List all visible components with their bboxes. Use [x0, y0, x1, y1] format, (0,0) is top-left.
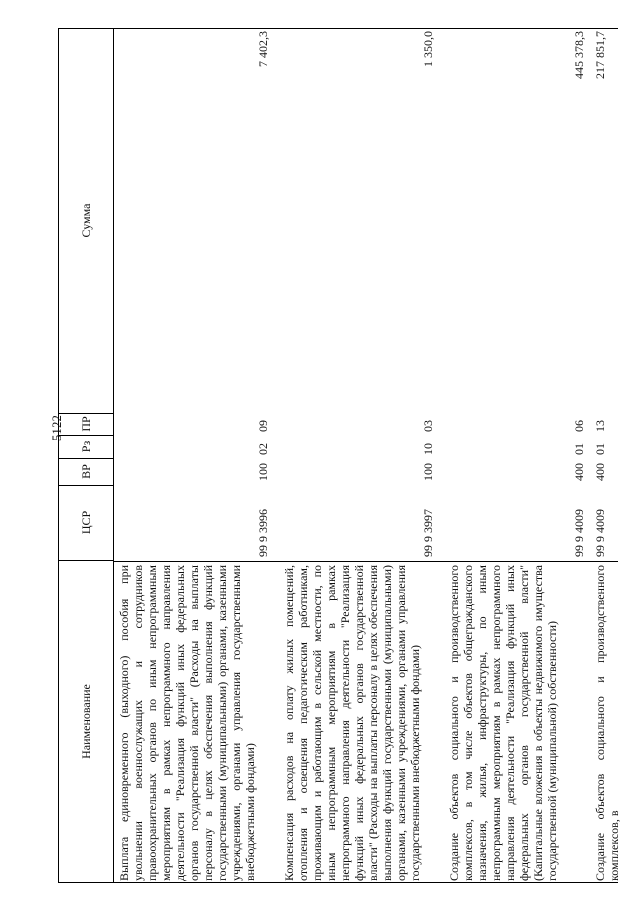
row-rz: 01	[593, 443, 607, 455]
header-rz: Рз	[59, 435, 113, 459]
row-csr: 99 9 3996	[256, 509, 270, 557]
row-sum: 1 350,0	[421, 31, 435, 67]
header-sum: Сумма	[59, 28, 113, 414]
row-name: Компенсация расходов на оплату жилых помещений, отопления и освещения педагогическим работникам, проживающим и работающим в сельской местности, по иным непрограммным мероприятиям в рамках непрограммного направления деятельности "Реализация функций иных федеральных органов государственной власти" (Расходы на выплаты персоналу в целях обеспечения выполнения функций государственными (муниципальными) органами, казенными учреждениями, органами управления государственными внебюджетными фондами)	[282, 565, 422, 881]
row-rz: 10	[421, 443, 435, 455]
row-pr: 09	[256, 420, 270, 432]
row-sum: 7 402,3	[256, 31, 270, 67]
table-left-border	[114, 882, 618, 883]
row-pr: 06	[572, 420, 586, 432]
table-header	[58, 28, 114, 883]
row-name: Создание объектов социального и производственного комплексов, в	[593, 565, 621, 881]
row-name: Выплата единовременного (выходного) пособия при увольнении военнослужащих и сотрудников правоохранительных органов по иным непрограммным мероприятиям в рамках непрограммного направления деятельности "Реализация функций иных федеральных органов государственной власти" (Расходы на выплаты персоналу в целях обеспечения выполнения функций государственными (муниципальными) органами, казенными учреждениями, органами управления государственными внебюджетными фондами)	[117, 565, 257, 881]
row-csr: 99 9 3997	[421, 509, 435, 557]
header-pr: ПР	[59, 413, 113, 436]
row-csr: 99 9 4009	[593, 509, 607, 557]
header-csr: ЦСР	[59, 485, 113, 561]
row-sum: 445 378,3	[572, 31, 586, 79]
page-number: 5122	[50, 414, 64, 441]
row-rz: 02	[256, 443, 270, 455]
budget-table	[58, 28, 621, 883]
row-vr: 400	[572, 463, 586, 481]
row-vr: 100	[256, 463, 270, 481]
row-sum: 217 851,7	[593, 31, 607, 79]
row-vr: 400	[593, 463, 607, 481]
name-column-divider	[114, 561, 618, 562]
row-vr: 100	[421, 463, 435, 481]
row-name: Создание объектов социального и производственного комплексов, в том числе объектов общегражданского назначения, жилья, инфраструктуры, по иным непрограммным мероприятиям в рамках непрограммного направления деятельности "Реализация функций иных федеральных органов государственной власти" (Капитальные вложения в объекты недвижимого имущества государственной (муниципальной) собственности)	[447, 565, 559, 881]
row-csr: 99 9 4009	[572, 509, 586, 557]
row-rz: 01	[572, 443, 586, 455]
header-name: Наименование	[79, 684, 93, 759]
header-vr: ВР	[59, 458, 113, 486]
row-pr: 03	[421, 420, 435, 432]
table-right-border	[114, 28, 618, 29]
row-pr: 13	[593, 420, 607, 432]
